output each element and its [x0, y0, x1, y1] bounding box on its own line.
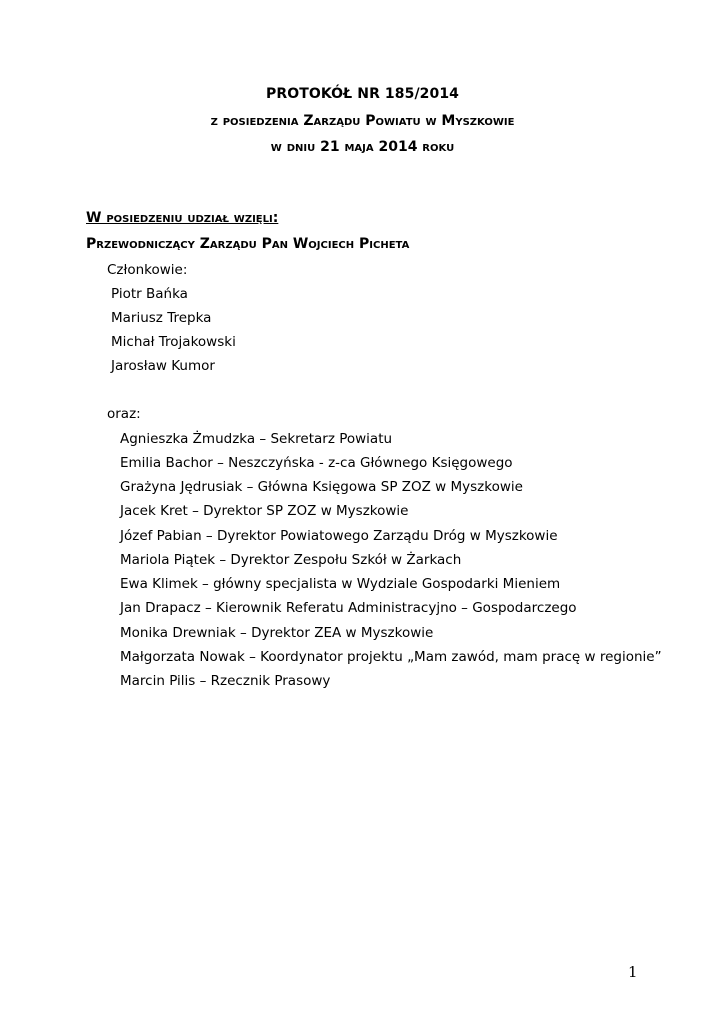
member-item: Mariusz Trepka — [111, 310, 212, 326]
attendee-item: Józef Pabian – Dyrektor Powiatowego Zarządu Dróg w Myszkowie — [120, 528, 558, 544]
others-label: oraz: — [107, 406, 141, 422]
attendee-item: Jan Drapacz – Kierownik Referatu Administracyjno – Gospodarczego — [120, 600, 577, 616]
attendee-item: Emilia Bachor – Neszczyńska - z-ca Głównego Księgowego — [120, 455, 513, 471]
attendee-item: Ewa Klimek – główny specjalista w Wydziale Gospodarki Mieniem — [120, 576, 561, 592]
document-subtitle-date: w dniu 21 maja 2014 roku — [270, 139, 455, 155]
attendee-item: Grażyna Jędrusiak – Główna Księgowa SP ZOZ w Myszkowie — [120, 479, 523, 495]
chair-line: Przewodniczący Zarządu Pan Wojciech Picheta — [86, 236, 410, 252]
member-item: Michał Trojakowski — [111, 334, 236, 350]
attendee-item: Mariola Piątek – Dyrektor Zespołu Szkół w Żarkach — [120, 552, 462, 568]
member-item: Jarosław Kumor — [111, 358, 215, 374]
attendance-heading: W posiedzeniu udział wzięli: — [86, 210, 279, 226]
document-subtitle-meeting: z posiedzenia Zarządu Powiatu w Myszkowie — [210, 113, 515, 129]
attendee-item: Monika Drewniak – Dyrektor ZEA w Myszkowie — [120, 625, 434, 641]
attendee-item: Marcin Pilis – Rzecznik Prasowy — [120, 673, 331, 689]
document-title: PROTOKÓŁ NR 185/2014 — [265, 86, 460, 102]
page-number: 1 — [628, 963, 638, 981]
attendee-item: Małgorzata Nowak – Koordynator projektu „Mam zawód, mam pracę w regionie” — [120, 649, 662, 665]
attendee-item: Jacek Kret – Dyrektor SP ZOZ w Myszkowie — [120, 503, 409, 519]
attendee-item: Agnieszka Żmudzka – Sekretarz Powiatu — [120, 431, 393, 447]
members-label: Członkowie: — [107, 262, 188, 278]
member-item: Piotr Bańka — [111, 286, 188, 302]
